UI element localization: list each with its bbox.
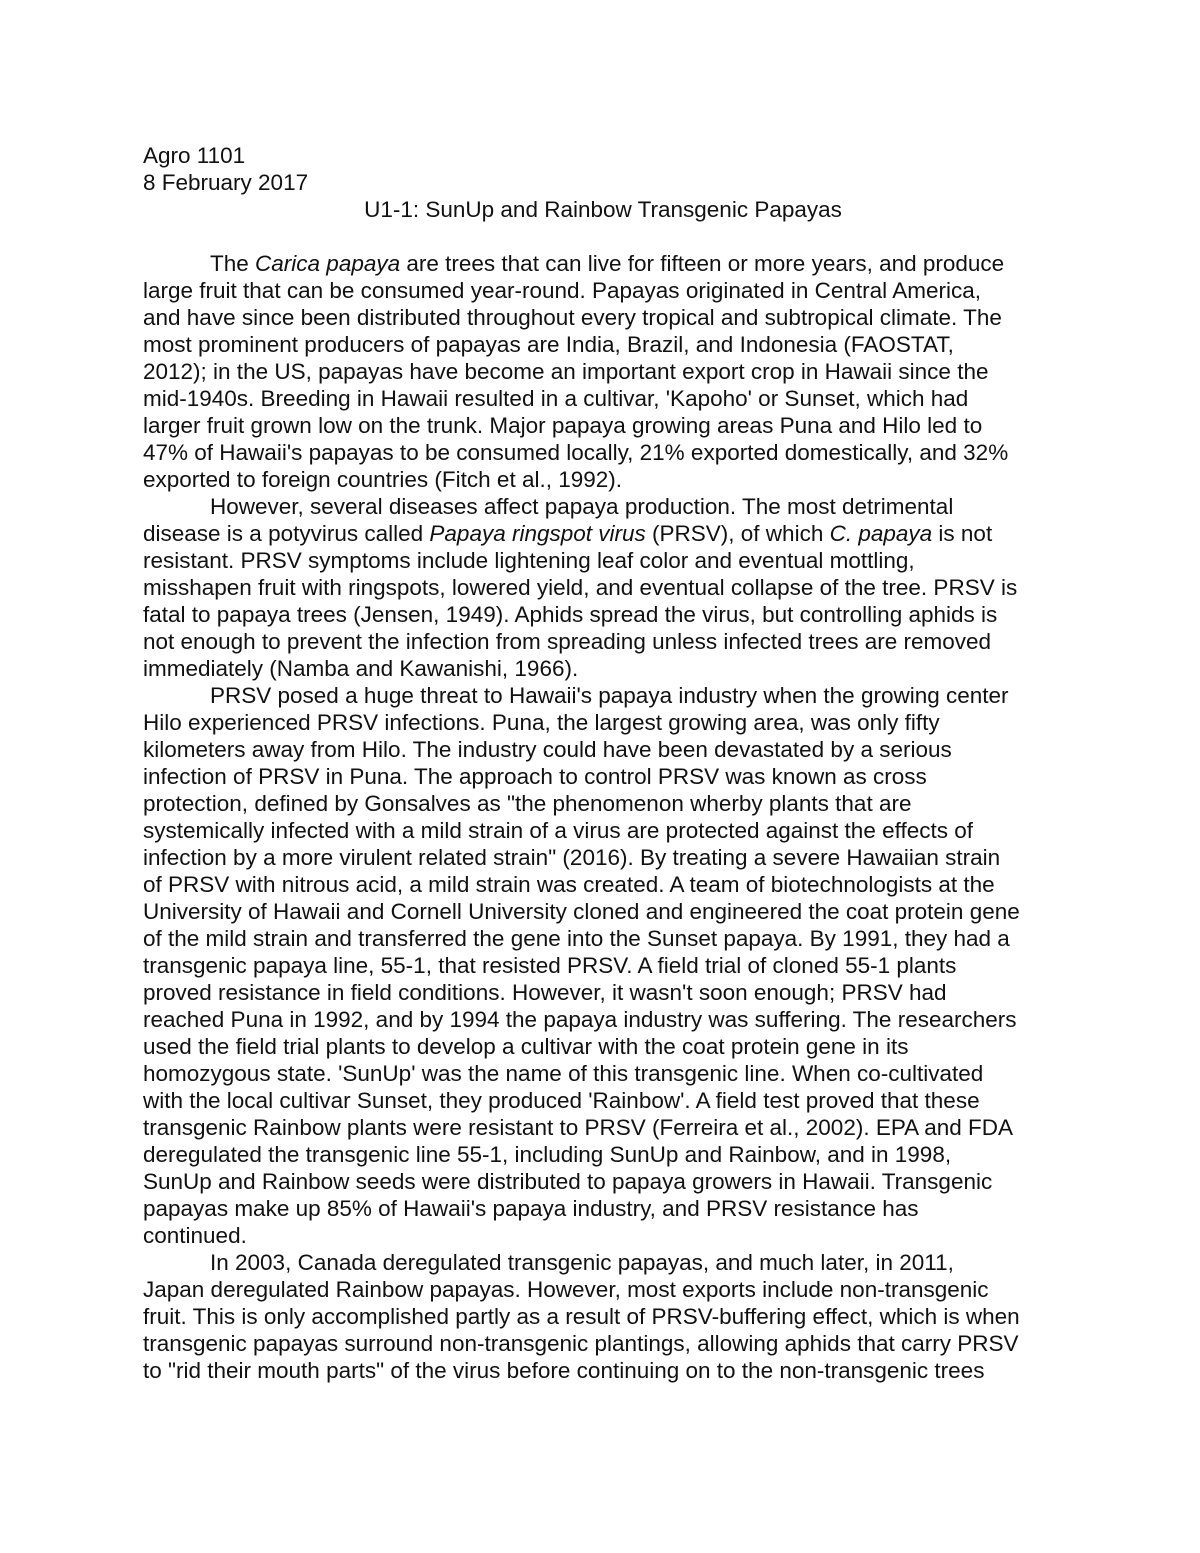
text-run: However, several diseases affect papaya production. The most detrimental (210, 494, 954, 519)
text-run: Hilo experienced PRSV infections. Puna, the largest growing area, was only fifty (143, 710, 940, 735)
paragraph-line (143, 466, 1063, 493)
text-run: papayas make up 85% of Hawaii's papaya industry, and PRSV resistance has (143, 1196, 919, 1221)
italic-text: C. papaya (829, 521, 933, 546)
text-run: protection, defined by Gonsalves as "the phenomenon wherby plants that are (143, 791, 912, 816)
text-run: reached Puna in 1992, and by 1994 the papaya industry was suffering. The researchers (143, 1007, 1017, 1032)
paragraph-line (143, 1060, 1063, 1087)
text-run: proved resistance in field conditions. However, it wasn't soon enough; PRSV had (143, 980, 947, 1005)
essay-body (143, 142, 1063, 1384)
text-run: Japan deregulated Rainbow papayas. However, most exports include non-transgenic (143, 1277, 989, 1302)
paragraph-line (143, 898, 1063, 925)
text-run: exported to foreign countries (Fitch et al., 1992). (143, 467, 623, 492)
text-run: The (210, 251, 256, 276)
text-run: infection of PRSV in Puna. The approach to control PRSV was known as cross (143, 764, 927, 789)
paragraph-line (143, 736, 1063, 763)
paragraphs-container (143, 250, 1063, 1384)
paragraph-line (143, 709, 1063, 736)
paragraph-line (143, 1276, 1063, 1303)
text-run: to "rid their mouth parts" of the virus before continuing on to the non-transgenic trees (143, 1358, 985, 1383)
paragraph-line (143, 574, 1063, 601)
text-run: disease is a potyvirus called (143, 521, 430, 546)
paragraph-line (143, 1249, 1063, 1276)
text-run: large fruit that can be consumed year-round. Papayas originated in Central America, (143, 278, 981, 303)
paragraph-line (143, 1168, 1063, 1195)
text-run: are trees that can live for fifteen or more years, and produce (400, 251, 1005, 276)
text-run: transgenic Rainbow plants were resistant to PRSV (Ferreira et al., 2002). EPA and FDA (143, 1115, 1013, 1140)
paragraph-line (143, 1222, 1063, 1249)
text-run: of PRSV with nitrous acid, a mild strain was created. A team of biotechnologists at the (143, 872, 995, 897)
paragraph-line (143, 520, 1063, 547)
text-run: (PRSV), of which (645, 521, 830, 546)
text-run: transgenic papayas surround non-transgenic plantings, allowing aphids that carry PRSV (143, 1331, 1019, 1356)
paragraph-line (143, 277, 1063, 304)
text-run: In 2003, Canada deregulated transgenic papayas, and much later, in 2011, (210, 1250, 954, 1275)
body-paragraph (143, 682, 1063, 1249)
paragraph-line (143, 1087, 1063, 1114)
text-run: homozygous state. 'SunUp' was the name of this transgenic line. When co-cultivated (143, 1061, 984, 1086)
text-run: most prominent producers of papayas are India, Brazil, and Indonesia (FAOSTAT, (143, 332, 954, 357)
paragraph-line (143, 1330, 1063, 1357)
text-run: mid-1940s. Breeding in Hawaii resulted in a cultivar, 'Kapoho' or Sunset, which had (143, 386, 969, 411)
text-run: fruit. This is only accomplished partly as a result of PRSV-buffering effect, which is when (143, 1304, 1020, 1329)
paragraph-line (143, 1114, 1063, 1141)
paragraph-line (143, 304, 1063, 331)
paragraph-line (143, 493, 1063, 520)
body-paragraph (143, 250, 1063, 493)
paragraph-line (143, 979, 1063, 1006)
text-run: 2012); in the US, papayas have become an important export crop in Hawaii since the (143, 359, 989, 384)
text-run: 47% of Hawaii's papayas to be consumed locally, 21% exported domestically, and 32% (143, 440, 1009, 465)
essay-title: U1-1: SunUp and Rainbow Transgenic Papayas (364, 197, 842, 222)
paragraph-line (143, 601, 1063, 628)
text-run: of the mild strain and transferred the gene into the Sunset papaya. By 1991, they had a (143, 926, 1010, 951)
paragraph-line (143, 1006, 1063, 1033)
date-line: 8 February 2017 (143, 170, 309, 195)
text-run: deregulated the transgenic line 55-1, including SunUp and Rainbow, and in 1998, (143, 1142, 952, 1167)
text-run: transgenic papaya line, 55-1, that resisted PRSV. A field trial of cloned 55-1 plants (143, 953, 957, 978)
paragraph-line (143, 547, 1063, 574)
text-run: and have since been distributed throughout every tropical and subtropical climate. The (143, 305, 1002, 330)
text-run: larger fruit grown low on the trunk. Major papaya growing areas Puna and Hilo led to (143, 413, 983, 438)
paragraph-line (143, 655, 1063, 682)
paragraph-line (143, 412, 1063, 439)
paragraph-line (143, 628, 1063, 655)
paragraph-line (143, 871, 1063, 898)
paragraph-line (143, 817, 1063, 844)
paragraph-line (143, 1141, 1063, 1168)
body-paragraph (143, 1249, 1063, 1384)
paragraph-line (143, 439, 1063, 466)
paragraph-line (143, 385, 1063, 412)
text-run: kilometers away from Hilo. The industry could have been devastated by a serious (143, 737, 952, 762)
paragraph-line (143, 925, 1063, 952)
paragraph-line (143, 790, 1063, 817)
text-run: with the local cultivar Sunset, they produced 'Rainbow'. A field test proved that these (143, 1088, 980, 1113)
text-run: systemically infected with a mild strain of a virus are protected against the effects of (143, 818, 973, 843)
course-line: Agro 1101 (143, 143, 246, 168)
text-run: resistant. PRSV symptoms include lightening leaf color and eventual mottling, (143, 548, 915, 573)
text-run: PRSV posed a huge threat to Hawaii's papaya industry when the growing center (210, 683, 1009, 708)
text-run: SunUp and Rainbow seeds were distributed to papaya growers in Hawaii. Transgenic (143, 1169, 993, 1194)
paragraph-line (143, 844, 1063, 871)
paragraph-line (143, 952, 1063, 979)
paragraph-line (143, 331, 1063, 358)
text-run: immediately (Namba and Kawanishi, 1966). (143, 656, 579, 681)
text-run: misshapen fruit with ringspots, lowered yield, and eventual collapse of the tree. PRSV is (143, 575, 1018, 600)
paragraph-line (143, 1303, 1063, 1330)
paragraph-line (143, 682, 1063, 709)
paragraph-line (143, 1195, 1063, 1222)
paragraph-line (143, 1033, 1063, 1060)
paragraph-line (143, 1357, 1063, 1384)
text-run: not enough to prevent the infection from spreading unless infected trees are removed (143, 629, 992, 654)
text-run: infection by a more virulent related strain" (2016). By treating a severe Hawaiian strain (143, 845, 1001, 870)
text-run: University of Hawaii and Cornell University cloned and engineered the coat protein gene (143, 899, 1020, 924)
paragraph-line (143, 358, 1063, 385)
text-run: continued. (143, 1223, 247, 1248)
paragraph-line (143, 763, 1063, 790)
italic-text: Carica papaya (255, 251, 401, 276)
italic-text: Papaya ringspot virus (429, 521, 646, 546)
body-paragraph (143, 493, 1063, 682)
text-run: fatal to papaya trees (Jensen, 1949). Aphids spread the virus, but controlling aphids is (143, 602, 998, 627)
paragraph-line (143, 250, 1063, 277)
text-run: used the field trial plants to develop a cultivar with the coat protein gene in its (143, 1034, 909, 1059)
text-run: is not (932, 521, 993, 546)
blank-line (143, 223, 1063, 250)
